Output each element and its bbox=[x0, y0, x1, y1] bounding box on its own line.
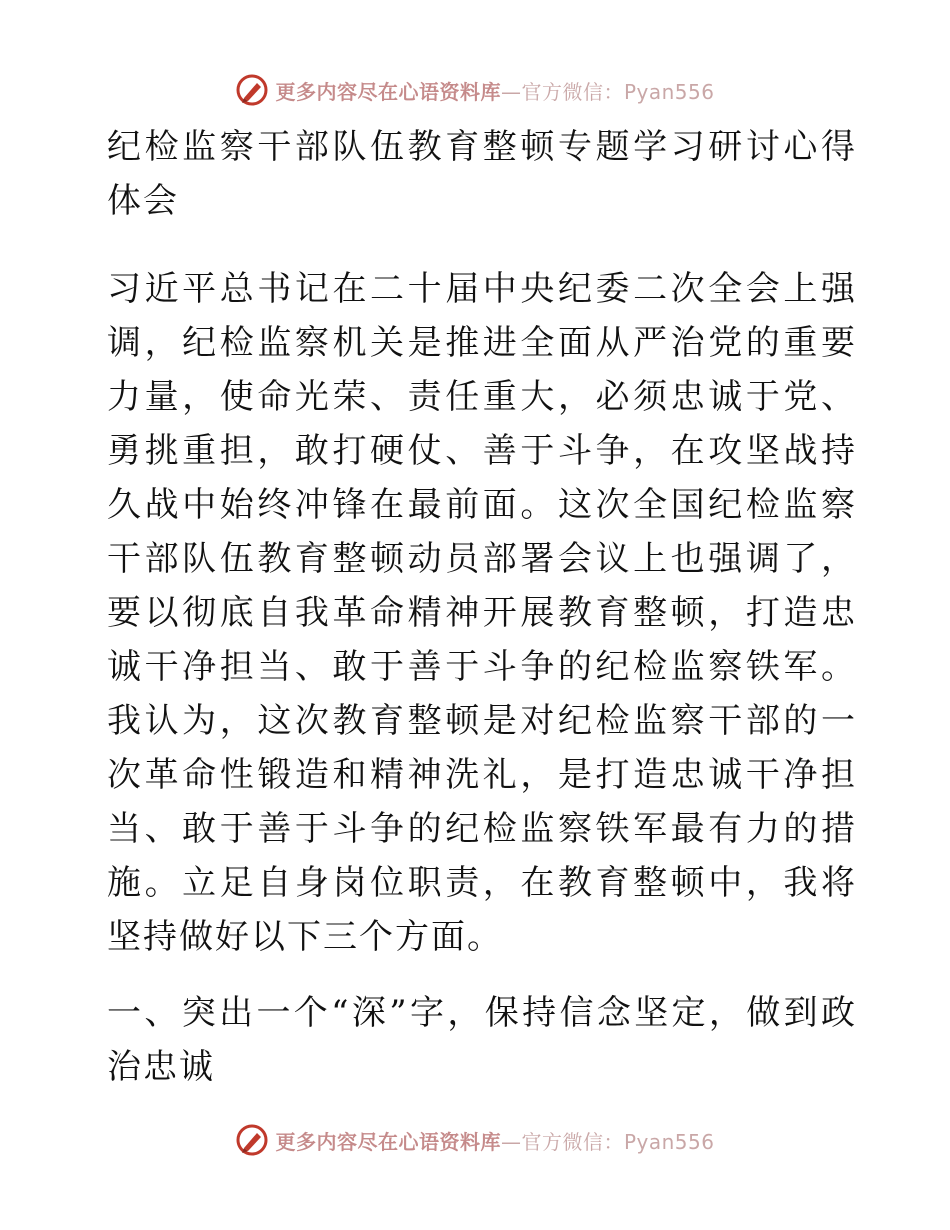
document-body bbox=[97, 120, 857, 1094]
watermark-sub: 官方微信：Pyan556 bbox=[521, 79, 715, 104]
watermark-main: 更多内容尽在心语资料库 bbox=[275, 79, 501, 104]
watermark-main: 更多内容尽在心语资料库 bbox=[275, 1129, 501, 1154]
pen-logo-icon bbox=[235, 1123, 269, 1157]
watermark-separator: — bbox=[500, 79, 522, 104]
paragraph-1: 习近平总书记在二十届中央纪委二次全会上强调，纪检监察机关是推进全面从严治党的重要力量，使命光荣、责任重大，必须忠诚于党、勇挑重担，敢打硬仗、善于斗争，在攻坚战持久战中始终冲锋在最前面。这次全国纪检监察干部队伍教育整顿动员部署会议上也强调了，要以彻底自我革命精神开展教育整顿，打造忠诚干净担当、敢于善于斗争的纪检监察铁军。我认为，这次教育整顿是对纪检监察干部的一次革命性锻造和精神洗礼，是打造忠诚干净担当、敢于善于斗争的纪检监察铁军最有力的措施。立足自身岗位职责，在教育整顿中，我将坚持做好以下三个方面。 bbox=[107, 269, 857, 957]
pen-logo-icon bbox=[235, 73, 269, 107]
watermark-footer bbox=[0, 1120, 950, 1160]
document-title: 纪检监察干部队伍教育整顿专题学习研讨心得体会 bbox=[107, 127, 857, 221]
watermark-text bbox=[275, 1126, 714, 1155]
watermark-text bbox=[275, 76, 714, 105]
watermark-sub: 官方微信：Pyan556 bbox=[521, 1129, 715, 1154]
watermark-header bbox=[0, 70, 950, 110]
section-heading-1: 一、突出一个“深”字，保持信念坚定，做到政治忠诚 bbox=[107, 993, 857, 1087]
watermark-separator: — bbox=[500, 1129, 522, 1154]
